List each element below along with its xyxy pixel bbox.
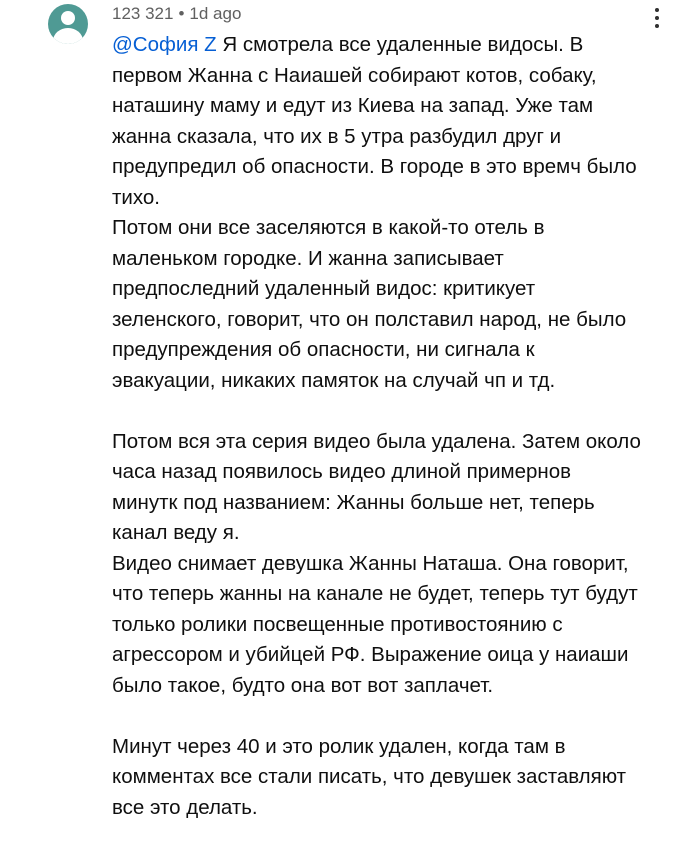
avatar-body-shape: [53, 28, 83, 44]
mention-link[interactable]: @София Z: [112, 33, 217, 56]
vertical-ellipsis-icon: [655, 8, 659, 12]
comment-header: [112, 3, 241, 25]
default-avatar-icon[interactable]: [48, 4, 88, 44]
author-handle[interactable]: 123 321: [112, 4, 174, 23]
timestamp[interactable]: 1d ago: [189, 4, 242, 23]
meta-separator: •: [178, 4, 185, 23]
more-options-button[interactable]: [648, 6, 666, 32]
vertical-ellipsis-icon-dot-3: [655, 24, 659, 28]
comment-text: [112, 30, 687, 823]
avatar-head-shape: [61, 11, 75, 25]
comment-body: Я смотрела все удаленные видосы. В первом Жанна с Наиашей собирают котов, собаку, наташину маму и едут из Киева на запад. Уже там жанна сказала, что их в 5 утра разбудил друг и предупредил об опасности. В городе в это времч было тихо. Потом они все заселяются в какой-то отель в маленьком городке. И жанна записывает предпоследний удаленный видос: критикует зеленского, говорит, что он полставил народ, не было предупреждения об опасности, ни сигнала к эвакуации, никаких памяток на случай чп и тд. Потом вся эта серия видео была удалена. Затем около часа назад появилось видео длиной примернов минутк под названием: Жанны больше нет, теперь канал веду я. Видео снимает девушка Жанны Наташа. Она говорит, что теперь жанны на канале не будет, теперь тут будут только ролики посвещенные противостоянию с агрессором и убийцей РФ. Выражение оица у наиаши было такое, будто она вот вот заплачет. Минут через 40 и это ролик удален, когда там в комментах все стали писать, что девушек заставляют все это делать.: [112, 33, 641, 819]
vertical-ellipsis-icon-dot-2: [655, 16, 659, 20]
